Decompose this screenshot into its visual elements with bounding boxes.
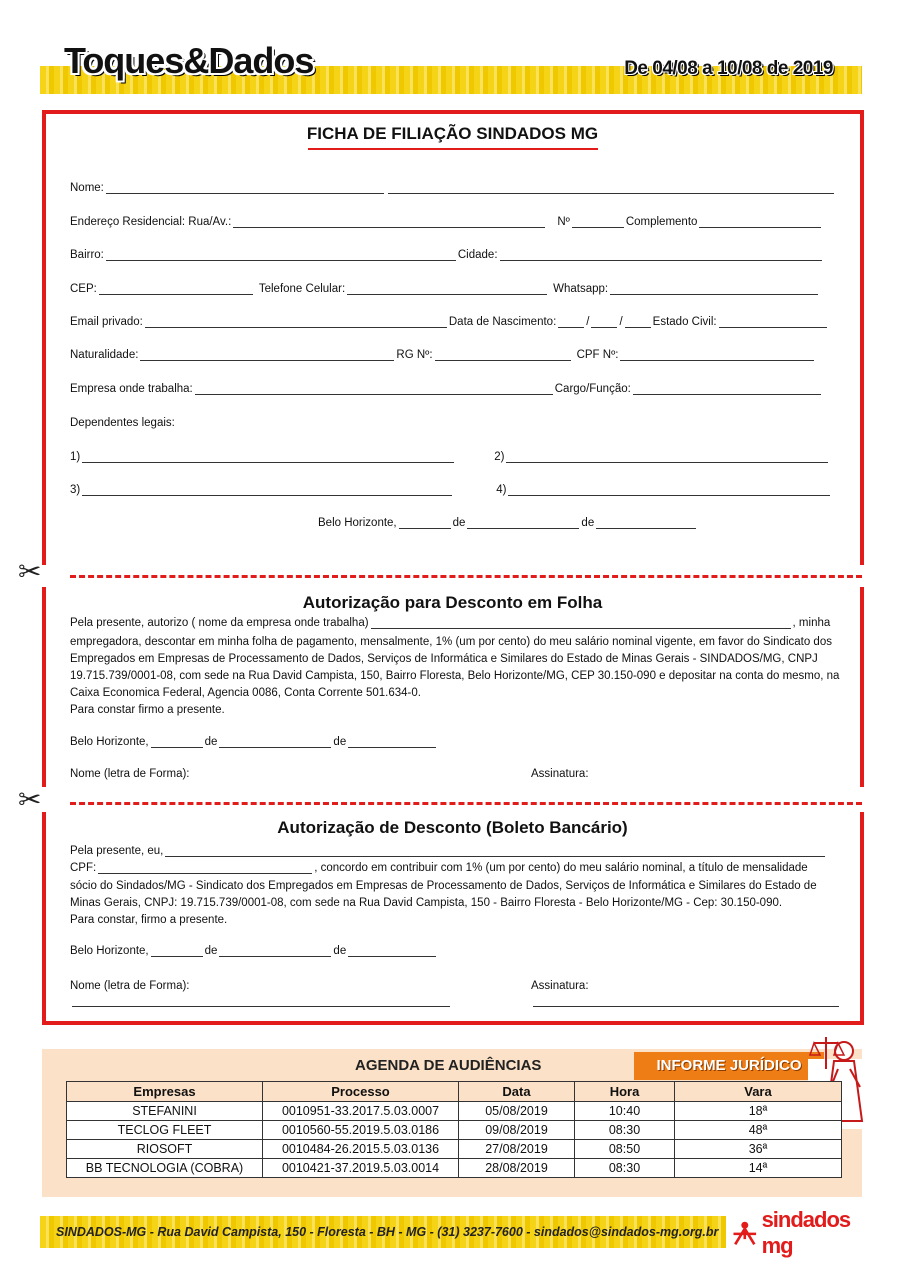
- field-email[interactable]: [145, 316, 447, 328]
- row-ficha-local-data: [318, 517, 698, 529]
- folha-body: empregadora, descontar em minha folha de pagamento, mensalmente, 1% (um por cento) do meu salário nominal vigente, em favor do Sindicato dos Empregados em Empresas de Processamento de Dados, Serviços de Informática e Similares do Estado de Minas Gerais - SINDADOS/MG, CNPJ 19.715.739/0001-08, com sede na Rua David Campista, 150, Bairro Floresta, Belo Horizonte/MG, CEP 30.150-090 e depositar na conta do mesmo, na Caixa Economica Federal, Agencia 0086, Conta Corrente 501.634-0.: [70, 636, 840, 699]
- label-cargo: Cargo/Função:: [554, 383, 631, 395]
- field-telefone[interactable]: [347, 283, 547, 295]
- label-de: de: [333, 945, 347, 957]
- field-mes[interactable]: [467, 517, 579, 529]
- scissors-icon: ✂: [18, 784, 42, 815]
- agenda-title: AGENDA DE AUDIÊNCIAS: [355, 1057, 542, 1074]
- cell-data: 09/08/2019: [459, 1121, 575, 1140]
- field-ano[interactable]: [348, 945, 436, 957]
- boleto-intro: Pela presente, eu,: [70, 845, 164, 857]
- field-rg[interactable]: [435, 349, 571, 361]
- label-empresa: Empresa onde trabalha:: [70, 383, 193, 395]
- field-dep3[interactable]: [82, 484, 452, 496]
- issue-date: De 04/08 a 10/08 de 2019: [624, 58, 833, 79]
- cut-line: [70, 802, 862, 805]
- label-estado-civil: Estado Civil:: [652, 316, 717, 328]
- cell-empresa: TECLOG FLEET: [67, 1121, 263, 1140]
- folha-assinatura-label: Assinatura:: [531, 768, 589, 780]
- label-local: Belo Horizonte,: [318, 517, 397, 529]
- folha-intro: Pela presente, autorizo ( nome da empresa onde trabalha): [70, 617, 369, 629]
- field-complemento[interactable]: [699, 216, 821, 228]
- footer-address: SINDADOS-MG - Rua David Campista, 150 - Floresta - BH - MG - (31) 3237-7600 - sindados@sindados-mg.org.br: [40, 1216, 726, 1248]
- field-cpf-boleto[interactable]: [98, 862, 312, 874]
- field-mes[interactable]: [219, 945, 331, 957]
- row-bairro: [70, 249, 824, 261]
- boleto-body: sócio do Sindados/MG - Sindicato dos Empregados em Empresas de Processamento de Dados, Serviços de Informática e Similares do Estado de Minas Gerais, CNPJ: 19.715.739/0001-08, com sede na Rua David Campista, 150 - Bairro Floresta - Belo Horizonte/MG - Cep: 30.150-090.: [70, 880, 817, 909]
- field-empresa[interactable]: [195, 383, 553, 395]
- folha-minha: , minha: [792, 617, 831, 629]
- cell-hora: 08:50: [575, 1140, 675, 1159]
- field-dep2[interactable]: [506, 451, 828, 463]
- row-boleto-local-data: [70, 945, 438, 957]
- ficha-frame: [42, 110, 864, 565]
- label-rg: RG Nº:: [396, 349, 433, 361]
- title-underline: [308, 148, 598, 150]
- label-whatsapp: Whatsapp:: [553, 283, 609, 295]
- label-naturalidade: Naturalidade:: [70, 349, 139, 361]
- field-dia[interactable]: [399, 517, 451, 529]
- footer-logo-text: sindados mg: [761, 1207, 851, 1258]
- col-hora: Hora: [575, 1082, 675, 1102]
- label-telefone: Telefone Celular:: [258, 283, 346, 295]
- col-vara: Vara: [675, 1082, 842, 1102]
- row-dep-3-4: [70, 484, 832, 496]
- label-dep4: 4): [496, 484, 507, 496]
- row-folha-local-data: [70, 736, 438, 748]
- table-row: [67, 1159, 842, 1178]
- field-nome-forma[interactable]: [72, 995, 450, 1007]
- cell-empresa: BB TECNOLOGIA (COBRA): [67, 1159, 263, 1178]
- field-whatsapp[interactable]: [610, 283, 818, 295]
- label-dependentes: Dependentes legais:: [70, 417, 175, 429]
- label-cep: CEP:: [70, 283, 97, 295]
- folha-title: Autorização para Desconto em Folha: [302, 593, 603, 612]
- label-cidade: Cidade:: [457, 249, 498, 261]
- field-nasc-mes[interactable]: [591, 316, 617, 328]
- field-estado-civil[interactable]: [719, 316, 827, 328]
- label-local: Belo Horizonte,: [70, 736, 149, 748]
- label-de: de: [204, 945, 218, 957]
- field-dia[interactable]: [151, 736, 203, 748]
- cell-processo: 0010560-55.2019.5.03.0186: [263, 1121, 459, 1140]
- brand-title: Toques&Dados: [64, 40, 314, 81]
- cell-processo: 0010484-26.2015.5.03.0136: [263, 1140, 459, 1159]
- field-ano[interactable]: [596, 517, 696, 529]
- field-nome[interactable]: [106, 182, 384, 194]
- field-mes[interactable]: [219, 736, 331, 748]
- label-de: de: [204, 736, 218, 748]
- label-cpf: CPF Nº:: [576, 349, 619, 361]
- label-dep1: 1): [70, 451, 81, 463]
- label-dep3: 3): [70, 484, 81, 496]
- row-cep: [70, 283, 820, 295]
- cell-processo: 0010421-37.2019.5.03.0014: [263, 1159, 459, 1178]
- field-endereco[interactable]: [233, 216, 545, 228]
- row-dep-1-2: [70, 451, 830, 463]
- folha-closing: Para constar firmo a presente.: [70, 704, 225, 716]
- boleto-cpf-tail: , concordo em contribuir com 1% (um por cento) do meu salário nominal, a título de mensalidade: [314, 862, 808, 874]
- scissors-icon: ✂: [18, 556, 42, 587]
- field-ano[interactable]: [348, 736, 436, 748]
- label-de: de: [333, 736, 347, 748]
- field-nome-cont[interactable]: [388, 182, 834, 194]
- table-row: [67, 1140, 842, 1159]
- label-de: de: [581, 517, 595, 529]
- field-dia[interactable]: [151, 945, 203, 957]
- label-nascimento: Data de Nascimento:: [448, 316, 557, 328]
- cell-vara: 18ª: [675, 1102, 842, 1121]
- label-cpf-boleto: CPF:: [70, 862, 97, 874]
- field-numero[interactable]: [572, 216, 624, 228]
- table-row: [67, 1102, 842, 1121]
- cell-data: 28/08/2019: [459, 1159, 575, 1178]
- cell-vara: 48ª: [675, 1121, 842, 1140]
- row-endereco: [70, 216, 823, 228]
- field-cargo[interactable]: [633, 383, 821, 395]
- label-bairro: Bairro:: [70, 249, 104, 261]
- row-email: Email privado: Data de Nascimento: / / Estado Civil:: [70, 316, 829, 328]
- row-naturalidade: [70, 349, 816, 361]
- field-dep4[interactable]: [508, 484, 830, 496]
- cell-hora: 08:30: [575, 1121, 675, 1140]
- col-processo: Processo: [263, 1082, 459, 1102]
- row-dependentes: [70, 417, 175, 429]
- label-de: de: [452, 517, 466, 529]
- row-empresa: [70, 383, 823, 395]
- label-local: Belo Horizonte,: [70, 945, 149, 957]
- field-cpf[interactable]: [620, 349, 814, 361]
- field-nasc-dia[interactable]: [558, 316, 584, 328]
- informe-juridico-badge: INFORME JURÍDICO: [634, 1052, 824, 1080]
- boleto-title: Autorização de Desconto (Boleto Bancário): [277, 818, 628, 837]
- cell-processo: 0010951-33.2017.5.03.0007: [263, 1102, 459, 1121]
- col-empresas: Empresas: [67, 1082, 263, 1102]
- col-data: Data: [459, 1082, 575, 1102]
- label-nome: Nome:: [70, 182, 104, 194]
- agenda-header-row: [67, 1082, 842, 1102]
- field-naturalidade[interactable]: [140, 349, 394, 361]
- field-assinatura[interactable]: [533, 995, 839, 1007]
- label-dep2: 2): [494, 451, 505, 463]
- row-boleto-cpf: [70, 862, 808, 874]
- cell-hora: 08:30: [575, 1159, 675, 1178]
- cell-empresa: STEFANINI: [67, 1102, 263, 1121]
- field-cep[interactable]: [99, 283, 253, 295]
- cell-empresa: RIOSOFT: [67, 1140, 263, 1159]
- boleto-closing: Para constar, firmo a presente.: [70, 914, 228, 926]
- cut-line: [70, 575, 862, 578]
- field-bairro[interactable]: [106, 249, 456, 261]
- label-numero: Nº: [557, 216, 570, 228]
- cell-vara: 36ª: [675, 1140, 842, 1159]
- cell-hora: 10:40: [575, 1102, 675, 1121]
- cell-vara: 14ª: [675, 1159, 842, 1178]
- folha-nome-label: Nome (letra de Forma):: [70, 768, 190, 780]
- agenda-panel: [42, 1049, 862, 1197]
- label-endereco: Endereço Residencial: Rua/Av.:: [70, 216, 232, 228]
- cell-data: 27/08/2019: [459, 1140, 575, 1159]
- row-folha-intro: [70, 617, 830, 629]
- cell-data: 05/08/2019: [459, 1102, 575, 1121]
- field-empresa-folha[interactable]: [371, 617, 791, 629]
- sindados-logo-icon: [730, 1218, 760, 1248]
- row-boleto-intro: [70, 845, 827, 857]
- boleto-nome-label: Nome (letra de Forma):: [70, 980, 190, 992]
- field-cidade[interactable]: [500, 249, 822, 261]
- table-row: [67, 1121, 842, 1140]
- field-dep1[interactable]: [82, 451, 454, 463]
- boleto-assinatura-label: Assinatura:: [531, 980, 589, 992]
- label-complemento: Complemento: [625, 216, 698, 228]
- field-nasc-ano[interactable]: [625, 316, 651, 328]
- row-nome: [70, 182, 836, 194]
- label-email: Email privado:: [70, 316, 143, 328]
- ficha-title: FICHA DE FILIAÇÃO SINDADOS MG: [306, 124, 599, 143]
- field-nome-boleto[interactable]: [165, 845, 825, 857]
- agenda-table: [66, 1081, 842, 1178]
- footer-logo: [730, 1207, 870, 1258]
